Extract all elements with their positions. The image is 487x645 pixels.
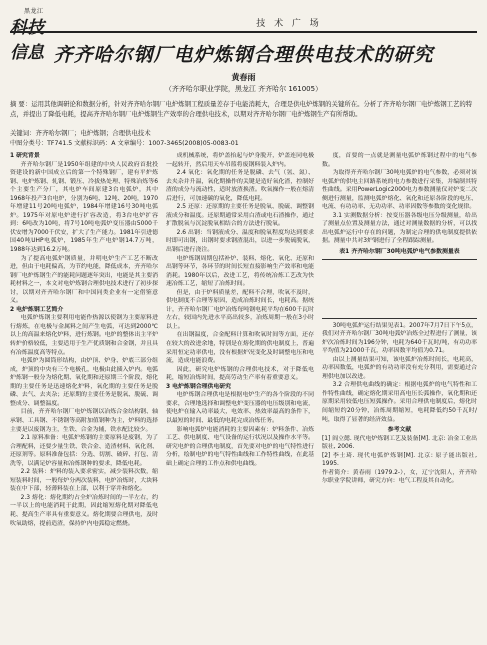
body-paragraph: 2.5 还原：还原期的主要任务是脱氧、脱硫、调整钢液成分和温度。还原期通常采用白渣或电石渣操作，通过扩散脱氧与沉淀脱氧相结合的方法进行脱氧。: [166, 204, 314, 228]
body-paragraph: 电弧炉为圆筒形结构，由炉顶、炉身、炉底三部分组成，炉顶的中央有三个电极孔，电极由此插入炉内。电弧炉炼钢一般分为熔化期、氧化期和还原期三个阶段，熔化期的主要任务是迅速熔化炉料，氧化期的主要任务是脱磷、去气、去夹杂；还原期的主要任务是脱氧、脱硫、调整成分、调整温度。: [10, 358, 158, 407]
journal-logo: [10, 6, 58, 63]
article-classification: 中图分类号：TF741.5 文献标识码：A 文章编号：1007-3465(2008)05-0083-01: [10, 140, 239, 147]
body-paragraph: 2.1 原料准备：电弧炉炼钢的主要原料是废钢，为了合理配料，还要少量生铁、铁合金、造渣材料、氧化剂、还原剂等。原料准备包括：分选、切割、破碎、打包、清洗等，以满足炉容量和冶炼钢种的要求，降低电耗。: [10, 435, 158, 467]
body-paragraph: 电炉炼钢合理供电是根据电炉生产的各个阶段的不同要求，合理地选择和调整电炉变压器的电压级别和电流，使电炉在输入功率最大，电效率、热效率最高的条件下，以最短的时间、最低的电耗完成冶炼任务。: [166, 392, 314, 424]
body-paragraph: 30吨电弧炉运行结果见表1。2007年7月7日下午5点，我们对齐齐哈尔钢厂30吨电弧炉冶炼全过程进行了测量，该炉次冶炼时间为196分钟，电耗为640千瓦时/吨，有功功率平均值为21000千瓦，功率因数平均值为0.71。: [322, 322, 477, 355]
body-paragraph: 由以上测量结果可知，该电弧炉冶炼时间长，电耗高，功率因数低，电弧炉的有功功率没有充分利用，需要通过合理供电加以改进。: [322, 356, 477, 380]
article-keywords: 关键词：齐齐哈尔钢厂；电炉炼钢；合理供电技术: [10, 129, 151, 137]
body-paragraph: 2.4 氧化：氧化期的任务是脱磷、去气（氢、氮）、去夹杂并升温，氧化期操作的关键是造好氧化渣，控制好渣的成分与流动性，适时放渣换渣。吹氧操作一般在熔清后进行，可加速碳的氧化，降低电耗。: [166, 170, 314, 202]
header-rule: [10, 31, 477, 33]
section-heading: 2 电炉炼钢工艺简介: [10, 306, 64, 313]
body-paragraph: 度，首要的一点就是测量电弧炉炼钢过程中的电气参数。: [322, 153, 477, 168]
article-author: 黄春雨: [231, 73, 256, 82]
body-paragraph: 成机械系统，将炉盖抬起与炉身脱开，炉盖连同电极一起转开，然后用天车吊篮将废钢料装入炉内。: [166, 153, 314, 168]
reference-item: 作者简介：黄春雨（1979.2-），女，辽宁沈阳人，齐齐哈尔职业学院讲师，研究方向：电气工程及其自动化。: [322, 469, 477, 485]
article-abstract: 摘 要：运用其他调研论和数据分析，针对齐齐哈尔钢厂电炉炼钢工程质量差存于电能消耗大，合理是供电炉炼钢的关键所在。分析了齐齐哈尔钢厂电炉炼钢工艺的特点，并提出了降低电耗，提高齐齐哈尔钢厂电炉炼钢生产效率的合理供电技术，以期对齐齐哈尔钢厂电炉炼钢生产有所帮助。: [10, 100, 473, 118]
body-paragraph: 但是，由于炉料质量差，配料不合理，吹氧不及时，供电制度不合理等原因，造成冶炼时间长，电耗高。据统计，齐齐哈尔钢厂电炉冶炼每吨钢电耗平均在600千瓦时左右，较国内先进水平高出较多，冶炼周期一般在3小时以上。: [166, 289, 314, 330]
reference-item: [2] 李士琦. 现代电弧炉炼钢[M]. 北京: 原子能出版社, 1995.: [322, 452, 477, 468]
reference-item: [1] 阎立懿. 现代电炉炼钢工艺及装备[M]. 北京: 冶金工业出版社, 2006.: [322, 435, 477, 451]
journal-logo-name: 科技信息: [10, 18, 44, 63]
body-paragraph: 因此，研究电炉炼钢的合理供电技术，对于降低电耗，缩短冶炼时间，提高劳动生产率有着重要意义。: [166, 366, 314, 382]
article-title: 齐齐哈尔钢厂电炉炼钢合理供电技术的研究: [53, 44, 434, 66]
body-column-3: [322, 152, 477, 637]
body-column-2: [166, 152, 314, 637]
article-affiliation: （齐齐哈尔职业学院，黑龙江 齐齐哈尔 161005）: [164, 85, 323, 93]
body-paragraph: 为了提高电弧炉钢质量，并明电炉生产工艺不断改进，但由于电耗偏高，为节约电能，降低成本，齐齐哈尔钢厂电炉炼钢生产的能耗问题逐年突出，电能是其主要消耗材料之一，本文对电炉炼钢合理供电技术进行了初步探讨，以期对齐齐哈尔钢厂和中国同类企业有一定借鉴意义。: [10, 255, 158, 305]
body-paragraph: 3.2 合理供电曲线的确定：根据电弧炉的电气特性和工作特性曲线，确定熔化期采用高电压长弧操作，氧化期和还原期采用较低电压短弧操作。采用合理供电制度后，熔化时间缩短约20分钟，冶炼周期缩短，电耗降低约50千瓦时/吨，取得了显著的经济效益。: [322, 382, 477, 423]
body-paragraph: 齐齐哈尔钢厂是1950年组建的中央人民政府首批投资建设的新中国成立后的第一个特殊钢厂，建有平炉炼钢、电炉炼钢、轧钢、锻压、冷拔热处理、特殊冶炼等6个主要生产分厂，其电炉车间原建3台电弧炉，其中1968年投产3台电炉，分别为6吨、12吨、20吨，1970年增建11号20吨电弧炉，1984年增建16号30吨电弧炉。1975年对原电炉进行扩容改造，将3台电炉扩容到：6吨改为10吨，将7号10吨电弧炉变压器由5000千伏安增为7000千伏安，扩大了生产能力。1981年引进德国40吨UHP电弧炉，1985年生产电炉钢14.7万吨，1988年达到16.2万吨。: [10, 161, 158, 254]
references-heading: 参考文献: [387, 427, 412, 434]
body-paragraph: 2.2 装料：炉料的装入要求密实，减少装料次数，缩短装料时间，一般每炉分两次装料，电炉冶炼时，大块料装在中下部，轻薄料装在上部，以利于穿井和熔化。: [10, 469, 158, 493]
body-paragraph: 2.6 出钢：当钢液成分、温度和脱氧程度均达到要求时即可出钢，出钢时要求钢渣混出，以进一步脱硫脱氧，出钢后进行浇注。: [166, 229, 314, 254]
body-paragraph: 在出钢温度，合金配料计算和吹氧时间等方面，还存在较大的改进余地，特别是在熔化期的供电制度上，普遍采用恒定功率供电，没有根据炉况变化及时调整电压和电流，造成电能浪费。: [166, 332, 314, 365]
table-caption: 表1 齐齐哈尔钢厂30吨电弧炉电气参数测量表: [339, 249, 460, 256]
section-label: 技 术 广 场: [256, 19, 322, 29]
body-column-1: [10, 152, 158, 637]
body-paragraph: 电炉炼钢周期包括补炉、装料、熔化、氧化、还原和出钢等环节，各环节的时间长短直接影响生产效率和电能消耗。1980年以后，改进工艺，将传统冶炼工艺改为快速冶炼工艺，缩短了冶炼时间。: [166, 255, 314, 288]
body-paragraph: 电弧炉炼钢主要利用电能作热源以使钢为主要原料进行熔炼，在电极与金属料之间产生电弧，可达到2000℃以上的高温来熔化炉料，进行炼钢。电炉的整体出主平炉转炉价格较低，主要适用于生产优质钢和合金钢，并且具有冶炼温度高等特点。: [10, 315, 158, 356]
body-paragraph: 3.1 实测数据分析：按变压器各级电压分级测量，给出了测量点位置及测量方法，通过对测量数据的分析，可以找出电弧炉运行中存在的问题，为制定合理的供电制度提供依据。测量中共对3炉钢进行了全程跟踪测量。: [322, 212, 477, 245]
body-paragraph: 为取得齐齐哈尔钢厂30吨电弧炉的电气参数，必须对该电弧炉的供电主回路系统的电力参数进行采集，并编制其特性曲线。采用PowerLogic2000电力参数测量仪对炉变二次侧进行测量，监测电弧炉熔化、氧化和还原各阶段的电压、电流、有功功率、无功功率、功率因数等参数的变化规律。: [322, 170, 477, 211]
body-paragraph: 2.3 熔化：熔化期约占全炉冶炼时间的一半左右，约一半以上的电能消耗于此期，因此缩短熔化期对降低电耗、提高生产率具有重要意义。熔化期要合理供电，及时吹氧助熔，提前造渣，保持炉内电弧稳定燃烧。: [10, 494, 158, 527]
body-paragraph: 影响电弧炉电能消耗的主要因素有：炉料条件、冶炼工艺、供电制度、电气设备的运行状况以及操作水平等。研究电炉的合理供电制度，首先要对电炉的电气特性进行分析，绘制电炉的电气特性曲线和工作特性曲线，在此基础上确定合理的工作点和供电曲线。: [166, 426, 314, 467]
section-heading: 3 电炉炼钢合理供电研究: [166, 383, 232, 390]
data-table-figure: [322, 259, 477, 319]
section-heading: 1 研究背景: [10, 153, 40, 159]
body-paragraph: 目前，齐齐哈尔钢厂电炉炼钢以冶炼合金结构钢、轴承钢、工具钢、不锈钢等高附加值钢种为主，炉料的选择主要是以废钢为主，生铁、合金为辅，铁水配比较少。: [10, 409, 158, 433]
journal-logo-region: 黑龙江: [24, 8, 44, 15]
